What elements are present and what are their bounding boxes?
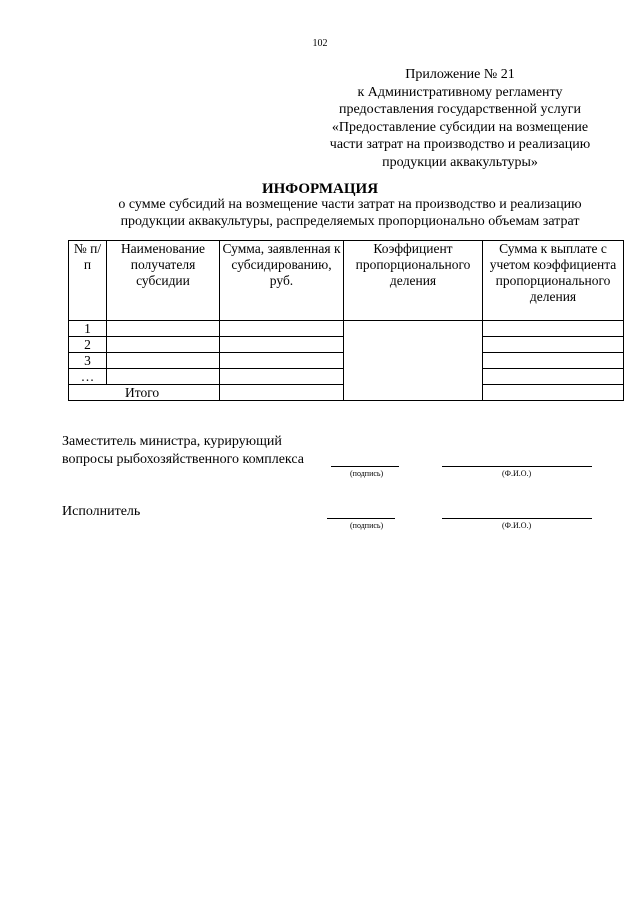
cell-recipient (107, 353, 220, 369)
subtitle-line: о сумме субсидий на возмещение части затрат на производство и реализацию (118, 197, 582, 212)
cell-payout-amount (483, 353, 624, 369)
executor-label: Исполнитель (62, 504, 141, 519)
page-number: 102 (312, 38, 328, 49)
cell-recipient (107, 369, 220, 385)
deputy-name-line[interactable] (442, 466, 592, 467)
subtitle-line: продукции аквакультуры, распределяемых пропорционально объемам затрат (120, 214, 580, 229)
total-label: Итого (69, 385, 220, 401)
cell-coefficient-merged (344, 321, 483, 401)
document-title: ИНФОРМАЦИЯ (261, 181, 379, 197)
cell-claimed-amount (220, 321, 344, 337)
appendix-header (310, 66, 610, 171)
header-payout-amount: Сумма к выплате с учетом коэффициента пропорционального деления (483, 241, 624, 321)
appendix-line: к Административному регламенту (357, 84, 563, 100)
table-header-row (69, 241, 624, 321)
cell-total-payout (483, 385, 624, 401)
executor-name-caption: (Ф.И.О.) (502, 521, 532, 530)
row-number: … (69, 369, 107, 385)
deputy-label-line: вопросы рыбохозяйственного комплекса (62, 452, 304, 467)
cell-payout-amount (483, 369, 624, 385)
cell-total-claimed (220, 385, 344, 401)
cell-claimed-amount (220, 369, 344, 385)
deputy-label-line: Заместитель министра, курирующий (62, 434, 282, 449)
cell-recipient (107, 337, 220, 353)
cell-claimed-amount (220, 337, 344, 353)
row-number: 2 (69, 337, 107, 353)
appendix-line: части затрат на производство и реализацию (329, 137, 591, 152)
deputy-signature-line[interactable] (331, 466, 399, 467)
deputy-signature-caption: (подпись) (350, 469, 384, 478)
executor-name-line[interactable] (442, 518, 592, 519)
appendix-line: продукции аквакультуры» (382, 154, 538, 170)
cell-payout-amount (483, 321, 624, 337)
deputy-name-caption: (Ф.И.О.) (502, 469, 532, 478)
document-subtitle (60, 196, 640, 230)
subsidy-table (68, 240, 624, 401)
header-recipient: Наименование получателя субсидии (107, 241, 220, 321)
executor-signature-caption: (подпись) (350, 521, 384, 530)
header-number: № п/п (69, 241, 107, 321)
row-number: 3 (69, 353, 107, 369)
deputy-minister-label (62, 433, 304, 469)
table-row (69, 321, 624, 337)
header-claimed-amount: Сумма, заявленная к субсидированию, руб. (220, 241, 344, 321)
header-coefficient: Коэффициент пропорционального деления (344, 241, 483, 321)
appendix-line: Приложение № 21 (405, 67, 515, 82)
executor-signature-line[interactable] (327, 518, 395, 519)
cell-payout-amount (483, 337, 624, 353)
cell-recipient (107, 321, 220, 337)
cell-claimed-amount (220, 353, 344, 369)
appendix-line: предоставления государственной услуги (339, 102, 581, 117)
appendix-line: «Предоставление субсидии на возмещение (331, 119, 589, 135)
row-number: 1 (69, 321, 107, 337)
